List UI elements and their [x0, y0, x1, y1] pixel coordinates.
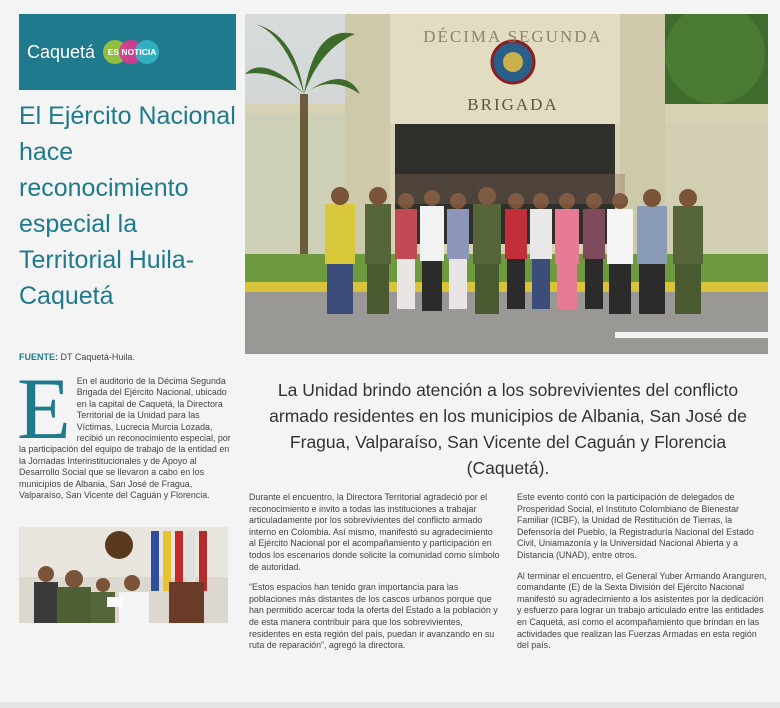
body-paragraph: Durante el encuentro, la Directora Territorial agradeció por el reconocimiento e invito a todas las instituciones a trabajar articuladamente por los sobrevivientes del conflicto armado interno en Colombia. Así mismo, manifestó su agradecimiento al Ejército Nacional por el acompañamiento y participación en todos los escenarios donde solicite la comunidad como símbolo de autoridad. — [249, 492, 500, 572]
body-paragraph: “Estos espacios han tenido gran importancia para las poblaciones más distantes de los cascos urbanos porque que han permitido acercar toda la oferta del Estado a la población y de esta manera contribuir para que los sobrevivientes, residentes en esta región del país, puedan ir avanzando en su ruta de reparación”, agregó la directora. — [249, 582, 498, 651]
intro-text: En el auditorio de la Décima Segunda Brigada del Ejército Nacional, ubicado en la capital de Caquetá, la Directora Territorial de la Unidad para las Víctimas, Lucrecia Murcia Lozada, recibió un reconocimiento especial, por la participación del equipo de trabajo de la entidad en la Jornadas Interinstitucionales y de Apoyo al Desarrollo Social que se llevaron a cabo en los municipios de Albania, San José de Fragua, Valparaíso, San Vicente del Caguán y Florencia. — [19, 376, 231, 501]
subheadline: La Unidad brindo atención a los sobrevivientes del conflicto armado residentes en los municipios de Albania, San José de Fragua, Valparaíso, San Vicente del Caguán y Florencia (Caquetá). — [269, 380, 747, 478]
intro-paragraph — [17, 361, 236, 501]
ceremony-photo — [19, 527, 228, 623]
body-column-right — [517, 492, 768, 661]
body-paragraph: Este evento contó con la participación de delegados de Prosperidad Social, el Instituto Colombiano de Bienestar Familiar (ICBF), la Unidad de Restitución de Tierras, la Defensoría del Pueblo, la Registraduría Nacional del Estado Civil, Uniamazonía y la Universidad Nacional Abierta y a Distancia (UNAD), entre otros. — [517, 492, 754, 560]
source-label: FUENTE: — [19, 352, 58, 362]
section-label: Caquetá — [27, 41, 96, 62]
footer-divider — [0, 702, 780, 708]
source-text: DT Caquetá-Huila. — [58, 352, 135, 362]
body-column-left — [249, 492, 500, 661]
sign-top-text: DÉCIMA SEGUNDA — [423, 27, 603, 46]
page-title: El Ejército Nacional hace reconocimiento especial la Territorial Huila-Caquetá — [19, 102, 236, 310]
body-paragraph: Al terminar el encuentro, el General Yuber Armando Aranguren, comandante (E) de la Sexta División del Ejército Nacional manifestó su agradecimiento a los asistentes por la dedicación y esfuerzo para lograr un trabajo articulado entre las entidades en Caquetá, así como el acompañamiento que brindan en las actividades que realizan las Fuerzas Armadas en esta región del país. — [517, 570, 767, 651]
section-banner — [19, 14, 236, 90]
badge-text: ES NOTICIA — [107, 47, 157, 57]
hero-photo — [245, 14, 768, 354]
es-noticia-badge — [103, 40, 161, 64]
drop-cap: E — [17, 361, 71, 458]
sign-bottom-text: BRIGADA — [467, 95, 559, 114]
